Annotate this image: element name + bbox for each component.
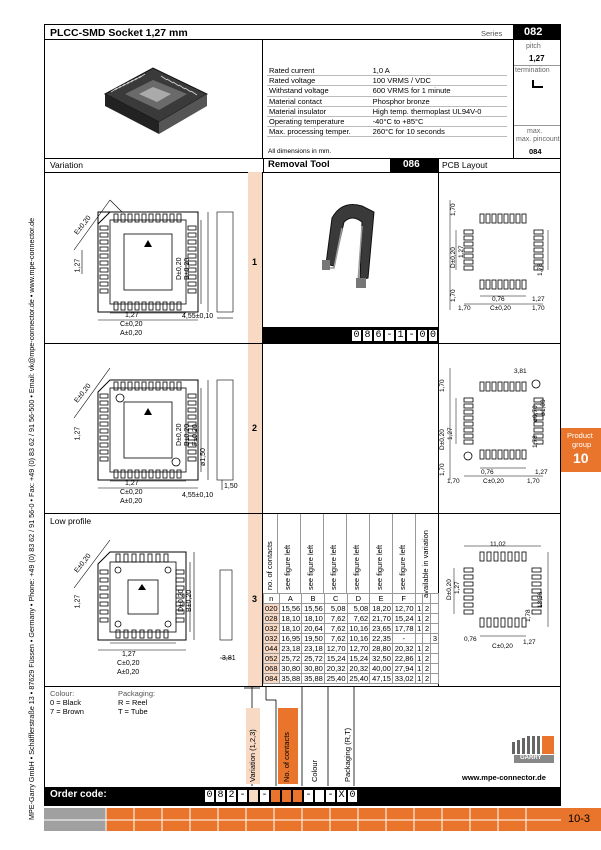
product-group-number: 10 bbox=[573, 450, 589, 466]
pcb2-dim-pitch: 1,27 bbox=[447, 427, 454, 440]
pcb2-dim-170: 1,70 bbox=[439, 379, 446, 392]
page-number: 10-3 bbox=[568, 813, 591, 825]
v3-dim-c: C±0,20 bbox=[117, 660, 140, 667]
v3-dim-a: A±0,20 bbox=[117, 669, 140, 676]
pcb2-dim-070: ø0,70 bbox=[532, 405, 539, 422]
pcb3-dim-178: 1,78 bbox=[525, 609, 532, 622]
removal-code-1: 8 bbox=[362, 329, 373, 342]
pcb2-dim-076: 0,76 bbox=[481, 469, 494, 476]
v1-dim-a: A±0,20 bbox=[120, 330, 143, 337]
order-code-cell-7[interactable] bbox=[281, 789, 292, 803]
packaging-item-tube: T = Tube bbox=[118, 707, 148, 716]
table-row: 028 18,10 18,10 7,62 7,62 21,70 15,24 1 2 bbox=[264, 614, 439, 624]
v2-dim-b: B±0,20 bbox=[184, 423, 191, 446]
packaging-item-reel: R = Reel bbox=[118, 698, 148, 707]
series-number: 082 bbox=[524, 26, 543, 38]
product-group-label-1: Product bbox=[567, 431, 593, 440]
v2-dim-pitch: 1,27 bbox=[74, 426, 82, 441]
variation-number-1: 1 bbox=[252, 257, 258, 267]
order-code-cell-6[interactable] bbox=[270, 789, 281, 803]
website: www.mpe-connector.de bbox=[462, 773, 546, 782]
dimension-table bbox=[263, 593, 439, 684]
pcb1-dim-170-side: 1,70 bbox=[450, 289, 457, 302]
col-header-b: see figure left bbox=[306, 544, 315, 590]
table-row: 052 25,72 25,72 15,24 15,24 32,50 22,86 1 2 bbox=[264, 654, 439, 664]
smd-termination-icon bbox=[531, 79, 545, 89]
v1-dim-pitch-bottom: 1,27 bbox=[125, 312, 139, 319]
table-row: 068 30,80 30,80 20,32 20,32 40,00 27,94 1 2 bbox=[264, 664, 439, 674]
footer-grid bbox=[44, 808, 561, 831]
v1-dim-e: E±0,20 bbox=[73, 214, 93, 237]
pcb1-dim-c: C±0,20 bbox=[490, 305, 511, 312]
v3-dim-e: E±0,20 bbox=[73, 552, 93, 575]
max-label-1: max. bbox=[527, 128, 543, 135]
order-code-cell-3: - bbox=[237, 789, 248, 803]
removal-code-0: 0 bbox=[351, 329, 362, 342]
pitch-label: pitch bbox=[526, 43, 541, 50]
pcb1-dim-127: 1,27 bbox=[532, 296, 545, 303]
pitch-value: 1,27 bbox=[529, 54, 545, 63]
v3-dim-height: 3,81 bbox=[222, 655, 236, 662]
order-label-packaging: Packaging (R,T) bbox=[343, 727, 352, 782]
order-label-colour: Colour bbox=[310, 759, 319, 782]
v1-dim-d: D±0,20 bbox=[176, 257, 183, 280]
v1-dim-b: B±0,20 bbox=[184, 257, 191, 280]
pcb2-dim-170-left: 1,70 bbox=[447, 478, 460, 485]
pcb2-dim-c: C±0,20 bbox=[483, 478, 504, 485]
pcb1-dim-pitch: 1,27 bbox=[458, 245, 465, 258]
pcb1-dim-076: 0,76 bbox=[492, 296, 505, 303]
low-profile-heading: Low profile bbox=[50, 516, 92, 526]
dimensions-note: All dimensions in mm. bbox=[268, 148, 332, 155]
packaging-label: Packaging: bbox=[118, 689, 156, 698]
order-code-cell-5: - bbox=[259, 789, 270, 803]
pcb1-dim-170-right: 1,70 bbox=[532, 305, 545, 312]
max-pincount-label: max. pincount bbox=[516, 136, 560, 143]
side-address: MPE-Garry GmbH • Schäfflerstraße 13 • 87629 Füssen • Germany • Phone: +49 (0) 83 62 / 91 56-0 • Fax: +49 (0) 83 62 / 91 56-500 • Email: vk@mpe-connector.de • www.mpe-connector.de bbox=[27, 217, 36, 820]
pcb3-dim-c: C±0,20 bbox=[492, 643, 513, 650]
product-group-label-2: group bbox=[572, 440, 592, 449]
colour-item-brown: 7 = Brown bbox=[50, 707, 84, 716]
removal-code-7: 0 bbox=[429, 330, 436, 341]
col-header-contacts: no. of contacts bbox=[265, 541, 274, 590]
v2-dim-e: E±0,20 bbox=[73, 382, 93, 405]
removal-code-2: 6 bbox=[373, 329, 384, 342]
pcb2-dim-127: 1,27 bbox=[535, 469, 548, 476]
order-code-cell-11: - bbox=[325, 789, 336, 803]
pcb1-dim-d: D±0,20 bbox=[450, 247, 457, 268]
pcb3-dim-pitch: 1,27 bbox=[454, 581, 461, 594]
v1-dim-c: C±0,20 bbox=[120, 321, 143, 328]
order-code-label: Order code: bbox=[50, 789, 107, 800]
colour-label: Colour: bbox=[50, 689, 75, 698]
col-header-c: see figure left bbox=[329, 544, 338, 590]
table-row: 032 18,10 20,64 7,62 10,16 23,65 17,78 1 2 bbox=[264, 624, 439, 634]
pcb3-dim-076: 0,76 bbox=[464, 636, 477, 643]
order-code-cell-2: 2 bbox=[226, 789, 237, 803]
order-label-contacts: No. of contacts bbox=[282, 731, 291, 782]
v3-dim-pitch-bottom: 1,27 bbox=[122, 651, 136, 658]
v2-dim-pitch-bottom: 1,27 bbox=[125, 480, 139, 487]
table-row: 032 16,95 19,50 7,62 10,16 22,35 - 3 bbox=[265, 634, 437, 643]
order-code-cell-9: - bbox=[303, 789, 314, 803]
variation-heading: Variation bbox=[50, 160, 83, 170]
order-label-variation: Variation (1,2,3) bbox=[248, 729, 257, 782]
pcb3-dim-1356: 13,56 bbox=[537, 591, 544, 608]
v2-dim-dia: ø1,50 bbox=[200, 448, 207, 466]
variation-number-2: 2 bbox=[252, 423, 258, 433]
pcb2-dim-178: 1,78 bbox=[532, 435, 539, 448]
variation-3-drawing bbox=[62, 530, 252, 675]
v2-dim-d: D±0,20 bbox=[176, 423, 183, 446]
v2-dim-f: F±0,20 bbox=[192, 424, 199, 446]
pcb2-dim-170-side: 1,70 bbox=[439, 463, 446, 476]
order-code-cell-13: 0 bbox=[347, 789, 358, 803]
pcb2-dim-d: D±0,20 bbox=[439, 429, 446, 450]
v3-dim-b: B±0,20 bbox=[186, 589, 193, 612]
pcb2-dim-381: 3,81 bbox=[514, 368, 527, 375]
order-code-leaders bbox=[244, 686, 374, 788]
removal-tool-number: 086 bbox=[403, 159, 420, 170]
max-pincount-value: 084 bbox=[529, 147, 542, 156]
variation-1-drawing bbox=[62, 190, 252, 340]
table-row: 020 15,56 15,56 5,08 5,08 18,20 12,70 1 2 bbox=[264, 604, 439, 614]
v1-dim-height: 4,55±0,10 bbox=[182, 313, 214, 320]
termination-label: termination bbox=[515, 67, 550, 74]
removal-tool-heading: Removal Tool bbox=[268, 159, 330, 170]
v2-dim-a: A±0,20 bbox=[120, 498, 143, 505]
order-code-cell-1: 8 bbox=[215, 789, 226, 803]
removal-code-6: 0 bbox=[417, 329, 428, 342]
pcb2-dim-170-right: 1,70 bbox=[527, 478, 540, 485]
table-row: 084 35,88 35,88 25,40 25,40 47,15 33,02 1 2 bbox=[264, 674, 439, 684]
v3-dim-pitch: 1,27 bbox=[74, 594, 82, 609]
v1-dim-pitch: 1,27 bbox=[74, 258, 82, 273]
pcb3-dim-1102: 11,02 bbox=[490, 541, 506, 548]
v3-dim-d: D±0,20 bbox=[178, 589, 185, 612]
logo-text: GARRY bbox=[520, 755, 542, 761]
pcb3-dim-127: 1,27 bbox=[523, 639, 536, 646]
removal-tool-image bbox=[312, 198, 392, 298]
removal-code-4: 1 bbox=[395, 329, 406, 342]
removal-code-5: - bbox=[406, 329, 417, 342]
pcb2-dim-100: ø1,00 bbox=[540, 399, 547, 416]
table-subheader-row: n A B C D E F bbox=[264, 594, 439, 604]
col-header-a: see figure left bbox=[283, 544, 292, 590]
pcb1-dim-170-top: 1,70 bbox=[450, 203, 457, 216]
order-code-cell-0: 0 bbox=[204, 789, 215, 803]
order-code-cell-12: X bbox=[336, 789, 347, 803]
v2-dim-height: 4,55±0,10 bbox=[182, 492, 214, 499]
colour-item-black: 0 = Black bbox=[50, 698, 82, 707]
col-header-f: see figure left bbox=[398, 544, 407, 590]
col-header-e: see figure left bbox=[375, 544, 384, 590]
col-header-d: see figure left bbox=[352, 544, 361, 590]
order-code-cell-8[interactable] bbox=[292, 789, 303, 803]
pcb-layout-heading: PCB Layout bbox=[442, 160, 488, 170]
series-label: Series bbox=[481, 29, 503, 38]
v2-dim-c: C±0,20 bbox=[120, 489, 143, 496]
spec-table: Rated current 1,0 A Rated voltage 100 VRMS / VDC Withstand voltage 600 VRMS for 1 minute Material contact Phosphor bronze Material insulator High temp. thermoplast UL94V-0 Operating temperature -40°C to +85°C Max. processing temper. 260°C for 10 seconds bbox=[267, 66, 507, 137]
col-header-variation: available in variation bbox=[421, 530, 430, 598]
v2-dim-150: 1,50 bbox=[224, 483, 238, 490]
variation-number-3: 3 bbox=[252, 594, 258, 604]
page-title: PLCC-SMD Socket 1,27 mm bbox=[50, 27, 188, 39]
table-row: 044 23,18 23,18 12,70 12,70 28,80 20,32 1 2 bbox=[264, 644, 439, 654]
removal-code-3: - bbox=[384, 329, 395, 342]
pcb1-dim-178: 1,78 bbox=[537, 263, 544, 276]
product-image bbox=[95, 54, 215, 136]
order-code-cell-4[interactable] bbox=[248, 789, 259, 803]
pcb3-dim-d: D±0,20 bbox=[446, 579, 453, 600]
order-code-cell-10[interactable] bbox=[314, 789, 325, 803]
pcb1-dim-170-left: 1,70 bbox=[458, 305, 471, 312]
